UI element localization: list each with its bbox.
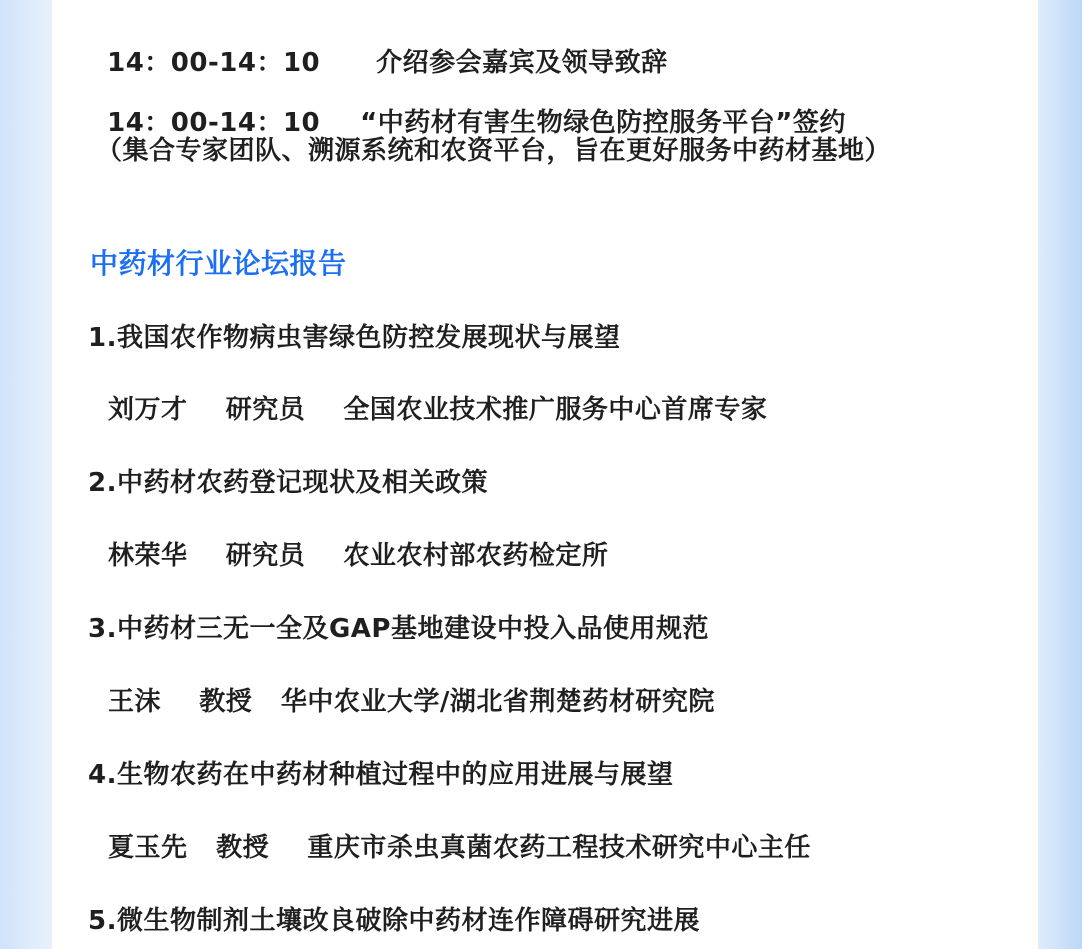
schedule-item-2 bbox=[88, 75, 846, 139]
report-title-5: 5.微生物制剂土壤改良破除中药材连作障碍研究进展 bbox=[88, 906, 700, 936]
schedule-note: （集合专家团队、溯源系统和农资平台，旨在更好服务中药材基地） bbox=[96, 136, 892, 166]
report-title-1: 1.我国农作物病虫害绿色防控发展现状与展望 bbox=[88, 323, 621, 353]
report-speaker-3: 王沫 教授 华中农业大学/湖北省荆楚药材研究院 bbox=[108, 687, 715, 717]
report-speaker-4: 夏玉先 教授 重庆市杀虫真菌农药工程技术研究中心主任 bbox=[108, 833, 811, 863]
report-title-3: 3.中药材三无一全及GAP基地建设中投入品使用规范 bbox=[88, 614, 709, 644]
report-title-2: 2.中药材农药登记现状及相关政策 bbox=[88, 468, 488, 498]
schedule-text: 介绍参会嘉宾及领导致辞 bbox=[376, 48, 668, 78]
report-speaker-1: 刘万才 研究员 全国农业技术推广服务中心首席专家 bbox=[108, 395, 768, 425]
schedule-text: “中药材有害生物绿色防控服务平台”签约 bbox=[360, 108, 846, 138]
schedule-time: 14：00-14：10 bbox=[107, 48, 321, 78]
report-title-4: 4.生物农药在中药材种植过程中的应用进展与展望 bbox=[88, 760, 674, 790]
section-title: 中药材行业论坛报告 bbox=[90, 247, 347, 280]
schedule-time: 14：00-14：10 bbox=[107, 108, 321, 138]
report-speaker-2: 林荣华 研究员 农业农村部农药检定所 bbox=[108, 541, 609, 571]
schedule-item-1 bbox=[88, 15, 668, 79]
